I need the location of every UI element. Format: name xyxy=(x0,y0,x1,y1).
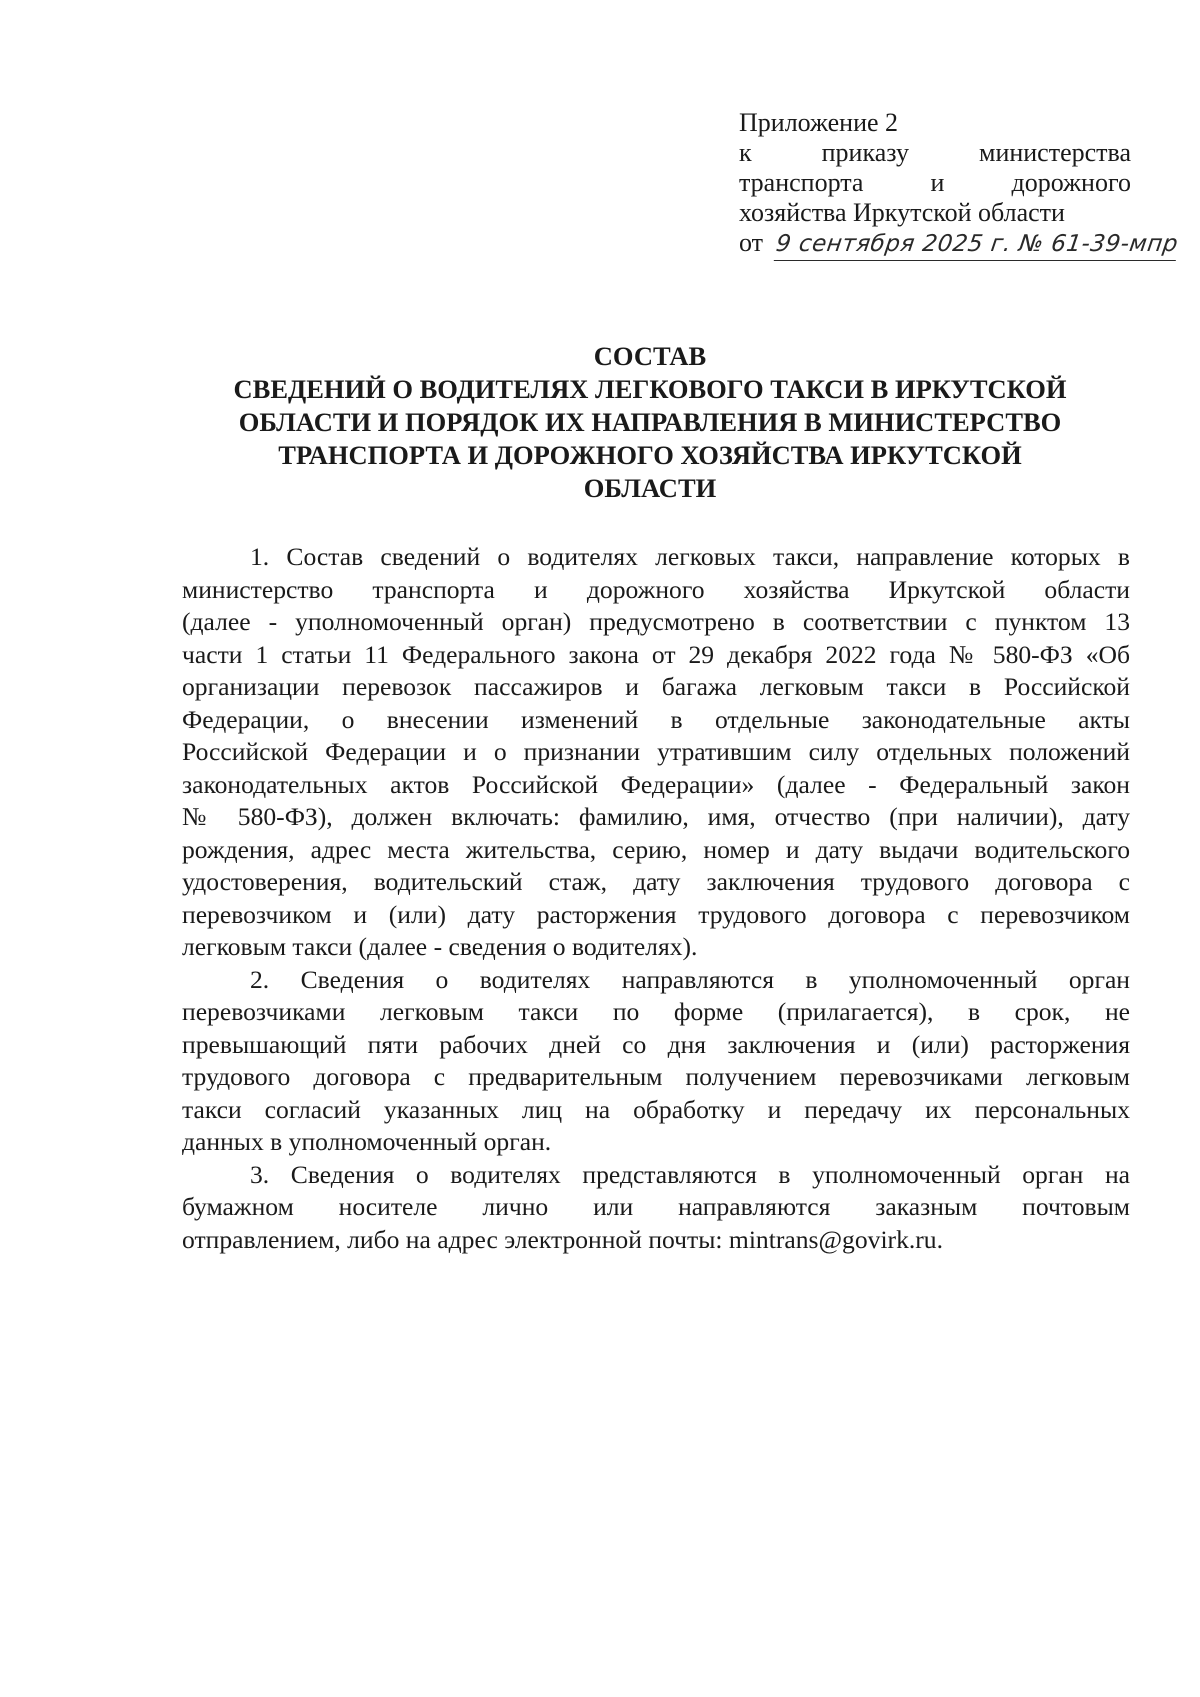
title-line: СВЕДЕНИЙ О ВОДИТЕЛЯХ ЛЕГКОВОГО ТАКСИ В ИРКУТСКОЙ xyxy=(233,374,1067,404)
title-line: ОБЛАСТИ xyxy=(583,473,717,503)
order-date-line xyxy=(739,228,1180,261)
order-line-3: хозяйства Иркутской области xyxy=(739,198,1065,227)
order-word: приказу xyxy=(821,138,909,167)
paragraph-line: законодательных актов Российской Федерации» (далее - Федеральный закон xyxy=(182,769,1130,799)
paragraph-line: 3. Сведения о водителях представляются в уполномоченный орган на xyxy=(250,1159,1130,1189)
order-word: министерства xyxy=(978,138,1131,167)
paragraph-line: рождения, адрес места жительства, серию, номер и дату выдачи водительского xyxy=(182,834,1130,864)
attachment-header xyxy=(739,108,1180,261)
document-body xyxy=(182,541,1130,1256)
paragraph-line: 1. Состав сведений о водителях легковых такси, направление которых в xyxy=(250,542,1130,571)
paragraph-line: Российской Федерации и о признании утратившим силу отдельных положений xyxy=(182,737,1130,766)
paragraph-line: (далее - уполномоченный орган) предусмотрено в соответствии с пунктом 13 xyxy=(182,607,1130,636)
paragraph-line: № 580-ФЗ), должен включать: фамилию, имя, отчество (при наличии), дату xyxy=(182,802,1130,831)
paragraph-line: данных в уполномоченный орган. xyxy=(182,1127,552,1156)
paragraph-line: организации перевозок пассажиров и багажа легковым такси в Российской xyxy=(182,672,1130,701)
order-word: дорожного xyxy=(1011,168,1131,197)
date-prefix: от xyxy=(739,228,764,257)
order-word: транспорта xyxy=(739,168,864,197)
paragraph-line: перевозчиком и (или) дату расторжения трудового договора с перевозчиком xyxy=(182,899,1130,929)
paragraph-line: отправлением, либо на адрес электронной почты: mintrans@govirk.ru. xyxy=(182,1224,943,1254)
title-line: СОСТАВ xyxy=(593,341,707,371)
paragraph-line: 2. Сведения о водителях направляются в уполномоченный орган xyxy=(250,964,1130,994)
title-line: ОБЛАСТИ И ПОРЯДОК ИХ НАПРАВЛЕНИЯ В МИНИСТЕРСТВО xyxy=(238,407,1062,437)
document-title xyxy=(150,340,1150,505)
paragraph-line: трудового договора с предварительным получением перевозчиками легковым xyxy=(182,1062,1130,1091)
paragraph-line: перевозчиками легковым такси по форме (прилагается), в срок, не xyxy=(182,997,1130,1026)
title-line: ТРАНСПОРТА И ДОРОЖНОГО ХОЗЯЙСТВА ИРКУТСКОЙ xyxy=(278,440,1022,470)
order-word: и xyxy=(930,168,945,197)
paragraph-3 xyxy=(182,1159,1130,1257)
attachment-label: Приложение 2 xyxy=(739,108,899,137)
paragraph-line: легковым такси (далее - сведения о водителях). xyxy=(182,932,698,961)
paragraph-line: Федерации, о внесении изменений в отдельные законодательные акты xyxy=(182,704,1130,734)
paragraph-line: бумажном носителе лично или направляются заказным почтовым xyxy=(182,1192,1130,1221)
order-word: к xyxy=(739,138,752,167)
paragraph-line: министерство транспорта и дорожного хозяйства Иркутской области xyxy=(182,574,1130,604)
paragraph-line: превышающий пяти рабочих дней со дня заключения и (или) расторжения xyxy=(182,1029,1130,1059)
paragraph-1 xyxy=(182,541,1130,964)
paragraph-line: удостоверения, водительский стаж, дату заключения трудового договора с xyxy=(182,867,1130,896)
handwritten-date-number: 9 сентября 2025 г. № 61-39-мпр xyxy=(773,229,1179,261)
paragraph-line: такси согласий указанных лиц на обработку и передачу их персональных xyxy=(182,1094,1130,1124)
order-line-1 xyxy=(739,138,1131,168)
paragraph-2 xyxy=(182,964,1130,1159)
paragraph-line: части 1 статьи 11 Федерального закона от 29 декабря 2022 года № 580-ФЗ «Об xyxy=(182,639,1130,669)
order-line-2 xyxy=(739,168,1131,198)
